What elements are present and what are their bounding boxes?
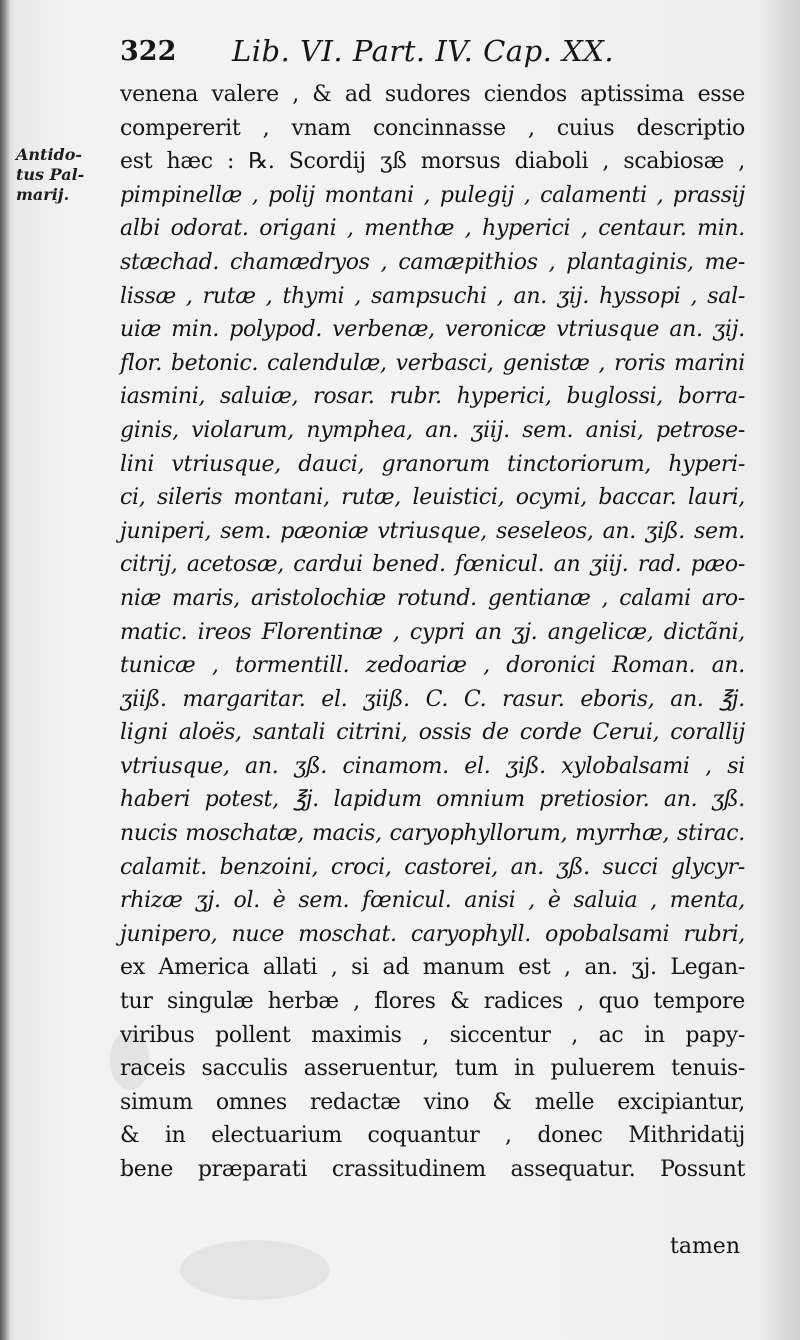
text-line: est hæc : ℞. Scordij ʒß morsus diaboli , scabiosæ , — [120, 149, 745, 175]
text-line: venena valere , & ad sudores ciendos aptissima esse — [120, 82, 745, 107]
body-text — [120, 78, 745, 1187]
text-line: lissæ , rutæ , thymi , sampsuchi , an. ʒij. hyssopi , sal- — [120, 283, 745, 309]
text-line: ʒiiß. margaritar. el. ʒiiß. C. C. rasur. eboris, an. ℥j. — [120, 686, 745, 712]
text-line: raceis sacculis asseruentur, tum in puluerem tenuis- — [120, 1056, 745, 1082]
text-line: compererit , vnam concinnasse , cuius descriptio — [120, 115, 745, 141]
text-line: citrij, acetosæ, cardui bened. fœnicul. an ʒiij. rad. pæo- — [120, 552, 745, 578]
text-line: bene præparati crassitudinem assequatur. Possunt — [120, 1157, 745, 1182]
text-line: albi odorat. origani , menthæ , hyperici , centaur. min. — [120, 216, 745, 242]
running-header — [120, 30, 740, 76]
text-line: flor. betonic. calendulæ, verbasci, genistæ , roris marini — [120, 350, 745, 376]
text-line: rhizæ ʒj. ol. è sem. fœnicul. anisi , è saluia , menta, — [120, 888, 745, 914]
text-line: simum omnes redactæ vino & melle excipiantur, — [120, 1089, 745, 1115]
marginal-note-line: marij. — [16, 185, 70, 204]
text-line: & in electuarium coquantur , donec Mithridatij — [120, 1123, 745, 1149]
text-line: uiæ min. polypod. verbenæ, veronicæ vtriusque an. ʒij. — [120, 317, 745, 343]
gutter-shadow — [0, 0, 10, 1340]
text-line: junipero, nuce moschat. caryophyll. opobalsami rubri, — [120, 921, 745, 947]
text-line: iasmini, saluiæ, rosar. rubr. hyperici, buglossi, borra- — [120, 384, 745, 410]
catchword: tamen — [669, 1234, 740, 1259]
text-line: matic. ireos Florentinæ , cypri an ʒj. angelicæ, dictãni, — [120, 619, 745, 645]
text-line: ligni aloës, santali citrini, ossis de corde Cerui, corallij — [120, 720, 745, 746]
text-line: ex America allati , si ad manum est , an. ʒj. Legan- — [120, 955, 745, 981]
paper-stain — [180, 1240, 330, 1300]
running-title: Lib. VI. Part. IV. Cap. XX. — [232, 34, 615, 68]
text-line: vtriusque, an. ʒß. cinamom. el. ʒiß. xylobalsami , si — [120, 753, 745, 779]
text-line: ginis, violarum, nymphea, an. ʒiij. sem. anisi, petrose- — [120, 417, 745, 443]
text-line: juniperi, sem. pæoniæ vtriusque, seseleos, an. ʒiß. sem. — [120, 518, 745, 544]
text-line: pimpinellæ , polij montani , pulegij , calamenti , prassij — [120, 182, 745, 208]
text-line: niæ maris, aristolochiæ rotund. gentianæ , calami aro- — [120, 585, 745, 611]
text-line: nucis moschatæ, macis, caryophyllorum, myrrhæ, stirac. — [120, 821, 745, 847]
text-line: calamit. benzoini, croci, castorei, an. ʒß. succi glycyr- — [120, 854, 745, 880]
marginal-note-line: tus Pal- — [16, 165, 85, 184]
text-line: tur singulæ herbæ , flores & radices , quo tempore — [120, 989, 745, 1015]
text-line: ci, sileris montani, rutæ, leuistici, ocymi, baccar. lauri, — [120, 485, 745, 511]
text-line: viribus pollent maximis , siccentur , ac in papy- — [120, 1022, 745, 1048]
text-line: tunicæ , tormentill. zedoariæ , doronici Roman. an. — [120, 653, 745, 679]
marginal-note — [16, 145, 108, 205]
text-line: haberi potest, ℥j. lapidum omnium pretiosior. an. ʒß. — [120, 787, 745, 813]
marginal-note-line: Antido- — [16, 145, 83, 164]
page-number: 322 — [120, 36, 177, 67]
text-line: stæchad. chamædryos , camæpithios , plantaginis, me- — [120, 249, 745, 275]
text-line: lini vtriusque, dauci, granorum tinctoriorum, hyperi- — [120, 451, 745, 477]
